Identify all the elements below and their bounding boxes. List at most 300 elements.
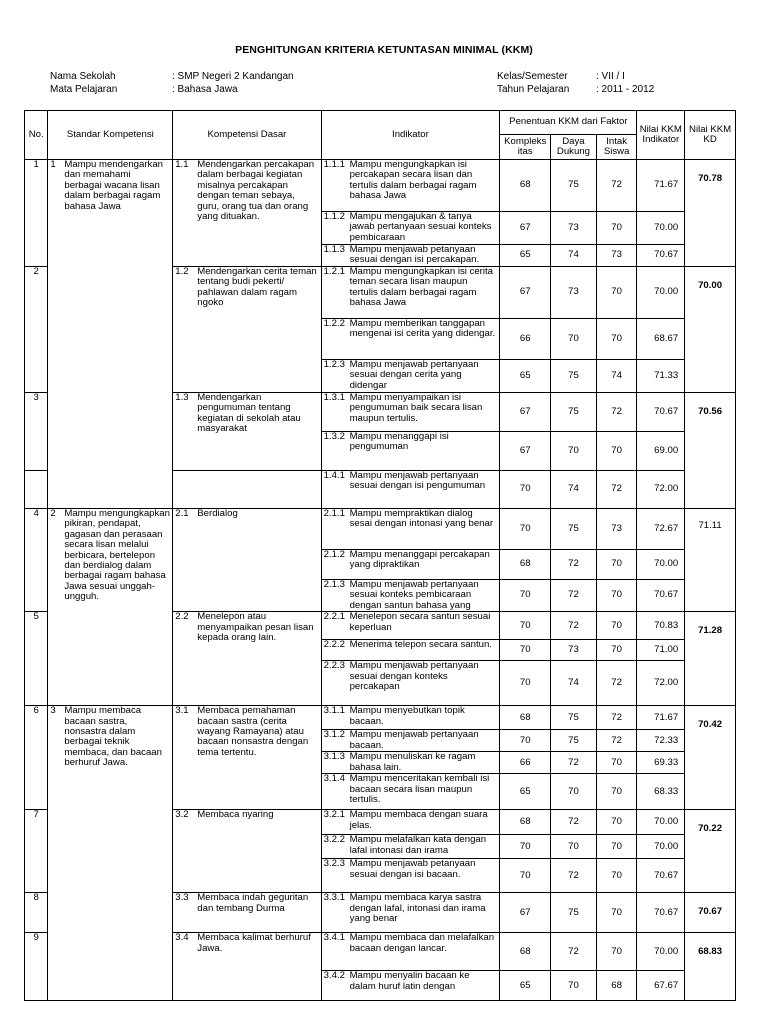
indikator-code: 2.1.1 xyxy=(323,508,345,519)
daya-dukung-value: 73 xyxy=(551,267,597,319)
indikator-code: 1.2.1 xyxy=(323,266,345,277)
intak-siswa-value: 70 xyxy=(596,752,637,774)
row-number: 8 xyxy=(33,892,39,904)
row-number: 2 xyxy=(33,266,39,277)
nilai-indikator-value: 72.33 xyxy=(637,730,685,752)
indikator-code: 1.3.2 xyxy=(323,431,345,442)
kompetensi-dasar-cell xyxy=(173,706,321,810)
kompetensi-dasar xyxy=(175,706,318,758)
indikator-text: Mampu mengajukan & tanya jawab pertanyaan sesuai konteks pembicaraan xyxy=(349,211,492,243)
intak-siswa-value: 70 xyxy=(596,933,637,971)
indikator-cell xyxy=(321,612,500,640)
nilai-indikator-value: 71.67 xyxy=(637,706,685,730)
sk-number: 3 xyxy=(50,705,56,717)
indikator-code: 2.2.3 xyxy=(323,660,345,672)
daya-dukung-value: 70 xyxy=(551,319,597,360)
kd-text: Berdialog xyxy=(197,508,238,519)
table-row xyxy=(25,706,736,730)
nilai-indikator-value: 70.00 xyxy=(637,810,685,835)
indikator-text: Mampu melafalkan kata dengan lafal intonasi dan irama xyxy=(349,834,487,856)
indikator-text: Mampu menceritakan kembali isi bacaan secara lisan maupun tertulis. xyxy=(349,773,490,806)
indikator xyxy=(324,393,498,424)
kompleksitas-value: 70 xyxy=(500,612,551,640)
daya-dukung-value: 74 xyxy=(551,471,597,509)
nilai-indikator-value: 72.00 xyxy=(637,471,685,509)
indikator-cell xyxy=(321,212,500,245)
indikator-cell xyxy=(321,661,500,706)
nilai-indikator-value: 70.00 xyxy=(637,933,685,971)
daya-dukung-value: 72 xyxy=(551,752,597,774)
indikator-cell xyxy=(321,267,500,319)
kd-number xyxy=(25,267,48,393)
kompleksitas-value: 70 xyxy=(500,509,551,550)
indikator-text: Mampu membaca dengan suara jelas. xyxy=(349,809,488,831)
sk-number: 1 xyxy=(50,159,56,170)
indikator-text: Mampu menuliskan ke ragam bahasa lain. xyxy=(349,751,476,773)
kd-text: Membaca pemahaman bacaan sastra (cerita wayang Ramayana) atau bacaan nonsastra dengan tema tertentu. xyxy=(197,705,309,758)
kompleksitas-value: 65 xyxy=(500,360,551,393)
indikator-cell xyxy=(321,360,500,393)
indikator-code: 2.2.2 xyxy=(323,639,345,651)
nilai-indikator-value: 70.00 xyxy=(637,267,685,319)
kd-code: 3.1 xyxy=(175,705,189,717)
row-number: 3 xyxy=(33,392,39,403)
indikator xyxy=(324,550,498,571)
indikator-text: Mampu menjawab pertanyaan sesuai dengan konteks percakapan xyxy=(349,660,479,693)
kompleksitas-value: 70 xyxy=(500,661,551,706)
indikator-text: Mampu menjawab pertanyaan bacaan. xyxy=(349,729,479,751)
indikator-cell xyxy=(321,319,500,360)
indikator-code: 1.1.1 xyxy=(323,159,345,170)
nilai-indikator-value: 69.00 xyxy=(637,432,685,471)
nilai-indikator-value: 70.00 xyxy=(637,212,685,245)
daya-dukung-value: 72 xyxy=(551,580,597,612)
indikator xyxy=(324,661,498,692)
indikator xyxy=(324,810,498,831)
nilai-kd-value: 71.28 xyxy=(685,612,736,706)
kd-number xyxy=(25,810,48,893)
intak-siswa-value: 72 xyxy=(596,661,637,706)
kd-text: Menelepon atau menyampaikan pesan lisan kepada orang lain. xyxy=(197,611,314,644)
standar-kompetensi xyxy=(50,509,170,603)
kompleksitas-value: 67 xyxy=(500,393,551,432)
indikator-code: 3.2.1 xyxy=(323,809,345,821)
meta-labels-right xyxy=(497,71,597,96)
intak-siswa-value: 74 xyxy=(596,360,637,393)
standar-kompetensi xyxy=(50,160,170,212)
indikator xyxy=(324,580,498,611)
kompetensi-dasar-cell xyxy=(173,393,321,471)
indikator-text: Mampu menjawab pertanyaan sesuai dengan isi pengumuman xyxy=(349,470,486,492)
kd-text: Mendengarkan cerita teman tentang budi pekerti/ pahlawan dalam ragam ngoko xyxy=(197,266,317,309)
indikator-cell xyxy=(321,752,500,774)
header-nilai-indikator: Nilai KKM Indikator xyxy=(637,111,685,160)
subject-label: Mata Pelajaran xyxy=(50,83,118,95)
indikator xyxy=(324,245,498,266)
indikator xyxy=(324,893,498,924)
indikator-code: 1.2.2 xyxy=(323,318,345,329)
daya-dukung-value: 75 xyxy=(551,730,597,752)
indikator-code: 3.4.2 xyxy=(323,970,345,982)
kd-code: 1.3 xyxy=(175,392,189,403)
empty-cell xyxy=(173,471,321,509)
indikator-text: Mampu menjawab pertanyaan sesuai dengan cerita yang didengar xyxy=(349,359,479,391)
intak-siswa-value: 70 xyxy=(596,319,637,360)
indikator-text: Mampu mengungkapkan isi cerita teman secara lisan maupun tertulis dalam berbagai ragam bahasa Jawa xyxy=(349,266,494,309)
indikator xyxy=(324,432,498,453)
indikator-cell xyxy=(321,245,500,267)
indikator-cell xyxy=(321,730,500,752)
kompetensi-dasar-cell xyxy=(173,160,321,267)
kompetensi-dasar-cell xyxy=(173,267,321,393)
class-value: : VII / I xyxy=(596,71,625,82)
indikator xyxy=(324,971,498,992)
indikator-code: 2.2.1 xyxy=(323,611,345,623)
standar-kompetensi-cell xyxy=(48,509,173,706)
indikator-code: 1.4.1 xyxy=(323,470,345,481)
table-row xyxy=(25,509,736,550)
daya-dukung-value: 72 xyxy=(551,810,597,835)
subject-value: : Bahasa Jawa xyxy=(172,83,238,95)
header-daya-dukung: Daya Dukung xyxy=(551,135,597,160)
daya-dukung-value: 74 xyxy=(551,245,597,267)
meta-values-right xyxy=(596,71,736,96)
kompleksitas-value: 70 xyxy=(500,835,551,859)
kompleksitas-value: 68 xyxy=(500,706,551,730)
kd-code: 2.1 xyxy=(175,508,189,519)
nilai-indikator-value: 71.33 xyxy=(637,360,685,393)
kompleksitas-value: 70 xyxy=(500,580,551,612)
indikator-cell xyxy=(321,774,500,810)
standar-kompetensi-cell xyxy=(48,706,173,1001)
row-number: 5 xyxy=(33,611,39,623)
kompetensi-dasar xyxy=(175,160,318,222)
daya-dukung-value: 72 xyxy=(551,859,597,893)
indikator xyxy=(324,360,498,391)
intak-siswa-value: 70 xyxy=(596,774,637,810)
daya-dukung-value: 70 xyxy=(551,971,597,1001)
nilai-indikator-value: 67.67 xyxy=(637,971,685,1001)
kd-number xyxy=(25,706,48,810)
indikator xyxy=(324,160,498,202)
kompleksitas-value: 68 xyxy=(500,550,551,580)
intak-siswa-value: 70 xyxy=(596,212,637,245)
kompleksitas-value: 68 xyxy=(500,810,551,835)
row-number: 7 xyxy=(33,809,39,821)
indikator-code: 3.3.1 xyxy=(323,892,345,904)
kd-code: 3.3 xyxy=(175,892,189,904)
kd-number xyxy=(25,160,48,267)
sk-number: 2 xyxy=(50,508,56,519)
nilai-kd-value: 70.00 xyxy=(685,267,736,393)
daya-dukung-value: 70 xyxy=(551,774,597,810)
indikator-code: 3.4.1 xyxy=(323,932,345,944)
kompetensi-dasar xyxy=(175,267,318,309)
indikator-cell xyxy=(321,160,500,212)
daya-dukung-value: 75 xyxy=(551,393,597,432)
indikator-text: Mampu mengungkapkan isi percakapan secara lisan dan tertulis dalam berbagai ragam bahasa Jawa xyxy=(349,159,477,202)
daya-dukung-value: 75 xyxy=(551,160,597,212)
intak-siswa-value: 73 xyxy=(596,509,637,550)
kompetensi-dasar-cell xyxy=(173,509,321,612)
header-kompetensi-dasar: Kompetensi Dasar xyxy=(173,111,321,160)
indikator-cell xyxy=(321,509,500,550)
kd-number xyxy=(25,612,48,706)
daya-dukung-value: 72 xyxy=(551,612,597,640)
indikator-cell xyxy=(321,471,500,509)
indikator-text: Mampu menyampaikan isi pengumuman baik secara lisan maupun tertulis. xyxy=(349,392,483,424)
intak-siswa-value: 70 xyxy=(596,859,637,893)
kd-text: Mendengarkan pengumuman tentang kegiatan di sekolah atau masyarakat xyxy=(197,392,301,435)
daya-dukung-value: 72 xyxy=(551,933,597,971)
nilai-kd-value: 71.11 xyxy=(685,509,736,612)
intak-siswa-value: 70 xyxy=(596,810,637,835)
daya-dukung-value: 70 xyxy=(551,432,597,471)
nilai-indikator-value: 70.83 xyxy=(637,612,685,640)
indikator xyxy=(324,774,498,805)
header-nilai-kd: Nilai KKM KD xyxy=(685,111,736,160)
sk-text: Mampu membaca bacaan sastra, nonsastra dalam berbagai teknik membaca, dan bacaan berhuruf Jawa. xyxy=(64,705,162,769)
kompetensi-dasar xyxy=(175,933,318,954)
meta-labels-left xyxy=(50,71,170,96)
intak-siswa-value: 72 xyxy=(596,706,637,730)
intak-siswa-value: 68 xyxy=(596,971,637,1001)
intak-siswa-value: 70 xyxy=(596,550,637,580)
intak-siswa-value: 70 xyxy=(596,835,637,859)
standar-kompetensi xyxy=(50,706,170,768)
indikator-code: 2.1.3 xyxy=(323,579,345,590)
kompetensi-dasar xyxy=(175,393,318,435)
nilai-kd-value: 70.67 xyxy=(685,893,736,933)
indikator-code: 3.1.1 xyxy=(323,705,345,717)
intak-siswa-value: 70 xyxy=(596,640,637,661)
intak-siswa-value: 72 xyxy=(596,471,637,509)
meta-values-left xyxy=(172,71,432,96)
daya-dukung-value: 72 xyxy=(551,550,597,580)
daya-dukung-value: 74 xyxy=(551,661,597,706)
kd-text: Membaca kalimat berhuruf Jawa. xyxy=(197,932,311,954)
indikator-cell xyxy=(321,706,500,730)
kompetensi-dasar-cell xyxy=(173,933,321,1001)
nilai-indikator-value: 69.33 xyxy=(637,752,685,774)
kompleksitas-value: 65 xyxy=(500,774,551,810)
indikator-text: Mampu menanggapi isi pengumuman xyxy=(349,431,449,453)
indikator-code: 1.1.3 xyxy=(323,244,345,255)
kd-code: 2.2 xyxy=(175,611,189,623)
indikator-cell xyxy=(321,971,500,1001)
kd-number xyxy=(25,393,48,471)
indikator-cell xyxy=(321,893,500,933)
nilai-indikator-value: 68.33 xyxy=(637,774,685,810)
kompleksitas-value: 70 xyxy=(500,471,551,509)
page-title: PENGHITUNGAN KRITERIA KETUNTASAN MINIMAL (KKM) xyxy=(235,44,533,56)
indikator-cell xyxy=(321,640,500,661)
nilai-indikator-value: 70.00 xyxy=(637,550,685,580)
kkm-table xyxy=(24,110,736,1001)
empty-cell xyxy=(25,471,48,509)
indikator-code: 3.1.4 xyxy=(323,773,345,785)
indikator-text: Menelepon secara santun sesuai keperluan xyxy=(349,611,491,633)
intak-siswa-value: 70 xyxy=(596,432,637,471)
daya-dukung-value: 75 xyxy=(551,706,597,730)
indikator xyxy=(324,471,498,492)
indikator-cell xyxy=(321,835,500,859)
kompleksitas-value: 65 xyxy=(500,971,551,1001)
kompleksitas-value: 70 xyxy=(500,640,551,661)
nilai-kd-value: 70.78 xyxy=(685,160,736,267)
header-no: No. xyxy=(25,111,48,160)
kompleksitas-value: 70 xyxy=(500,859,551,893)
kompetensi-dasar xyxy=(175,612,318,643)
indikator-code: 3.1.2 xyxy=(323,729,345,741)
indikator-code: 3.2.2 xyxy=(323,834,345,846)
kompleksitas-value: 70 xyxy=(500,730,551,752)
year-value: : 2011 - 2012 xyxy=(596,83,655,95)
header-intak-siswa: Intak Siswa xyxy=(596,135,637,160)
header-indikator: Indikator xyxy=(321,111,500,160)
indikator-text: Mampu menyalin bacaan ke dalam huruf latin dengan xyxy=(349,970,470,992)
indikator xyxy=(324,859,498,880)
indikator-cell xyxy=(321,933,500,971)
kd-text: Membaca indah geguritan dan tembang Durma xyxy=(197,892,309,914)
indikator-text: Mampu menjawab petanyaan sesuai dengan isi bacaan. xyxy=(349,858,476,880)
indikator-cell xyxy=(321,810,500,835)
kompleksitas-value: 66 xyxy=(500,319,551,360)
nilai-kd-value: 70.42 xyxy=(685,706,736,810)
sk-text: Mampu mengungkapkan pikiran, pendapat, gagasan dan perasaan secara lisan melalui berbicara, bertelepon dan berdialog dalam berbagai ragam bahasa Jawa sesuai unggah-ungguh. xyxy=(64,508,170,603)
kompleksitas-value: 66 xyxy=(500,752,551,774)
indikator-cell xyxy=(321,432,500,471)
indikator-text: Mampu menjawab pertanyaan sesuai konteks pembicaraan dengan santun bahasa yang xyxy=(349,579,479,611)
kkm-table-body xyxy=(25,160,736,1001)
kompleksitas-value: 65 xyxy=(500,245,551,267)
nilai-indikator-value: 70.67 xyxy=(637,245,685,267)
indikator xyxy=(324,706,498,727)
row-number: 4 xyxy=(33,508,39,519)
kompetensi-dasar-cell xyxy=(173,612,321,706)
sk-text: Mampu mendengarkan dan memahami berbagai wacana lisan dalam berbagai ragam bahasa Jawa xyxy=(64,159,164,212)
table-row xyxy=(25,160,736,212)
indikator xyxy=(324,509,498,530)
indikator-cell xyxy=(321,393,500,432)
intak-siswa-value: 72 xyxy=(596,160,637,212)
kompleksitas-value: 67 xyxy=(500,267,551,319)
kd-number xyxy=(25,509,48,612)
kd-text: Membaca nyaring xyxy=(197,809,274,821)
school-label: Nama Sekolah xyxy=(50,71,116,82)
nilai-indikator-value: 70.67 xyxy=(637,859,685,893)
nilai-indikator-value: 70.00 xyxy=(637,835,685,859)
nilai-kd-value: 70.56 xyxy=(685,393,736,509)
school-value: : SMP Negeri 2 Kandangan xyxy=(172,71,294,82)
indikator-text: Mampu membaca karya sastra dengan lafal, intonasi dan irama yang benar xyxy=(349,892,486,925)
kompetensi-dasar xyxy=(175,810,318,820)
daya-dukung-value: 73 xyxy=(551,640,597,661)
indikator-text: Mampu menyebutkan topik bacaan. xyxy=(349,705,465,727)
indikator-text: Mampu membaca dan melafalkan bacaan dengan lancar. xyxy=(349,932,495,954)
nilai-indikator-value: 70.67 xyxy=(637,893,685,933)
indikator-text: Mampu mempraktikan dialog sesai dengan intonasi yang benar xyxy=(349,508,494,530)
nilai-indikator-value: 71.00 xyxy=(637,640,685,661)
kompleksitas-value: 68 xyxy=(500,933,551,971)
nilai-kd-value: 70.22 xyxy=(685,810,736,893)
year-label: Tahun Pelajaran xyxy=(497,83,570,95)
indikator xyxy=(324,835,498,856)
kompetensi-dasar xyxy=(175,509,318,519)
kd-number xyxy=(25,893,48,933)
row-number: 9 xyxy=(33,932,39,944)
kd-code: 1.2 xyxy=(175,266,189,277)
intak-siswa-value: 70 xyxy=(596,580,637,612)
indikator xyxy=(324,612,498,633)
kompleksitas-value: 67 xyxy=(500,432,551,471)
intak-siswa-value: 70 xyxy=(596,267,637,319)
nilai-indikator-value: 70.67 xyxy=(637,580,685,612)
indikator-code: 2.1.2 xyxy=(323,549,345,560)
daya-dukung-value: 75 xyxy=(551,509,597,550)
intak-siswa-value: 70 xyxy=(596,612,637,640)
kompleksitas-value: 67 xyxy=(500,212,551,245)
standar-kompetensi-cell xyxy=(48,160,173,509)
class-label: Kelas/Semester xyxy=(497,71,568,82)
indikator xyxy=(324,640,498,650)
row-number: 6 xyxy=(33,705,39,717)
intak-siswa-value: 73 xyxy=(596,245,637,267)
intak-siswa-value: 72 xyxy=(596,393,637,432)
indikator xyxy=(324,730,498,751)
nilai-kd-value: 68.83 xyxy=(685,933,736,1001)
daya-dukung-value: 73 xyxy=(551,212,597,245)
intak-siswa-value: 72 xyxy=(596,730,637,752)
daya-dukung-value: 70 xyxy=(551,835,597,859)
kd-code: 3.4 xyxy=(175,932,189,944)
kompleksitas-value: 68 xyxy=(500,160,551,212)
nilai-indikator-value: 71.67 xyxy=(637,160,685,212)
indikator xyxy=(324,212,498,243)
header-penentuan-faktor: Penentuan KKM dari Faktor xyxy=(500,111,637,135)
indikator-code: 3.1.3 xyxy=(323,751,345,763)
indikator xyxy=(324,319,498,340)
kd-code: 3.2 xyxy=(175,809,189,821)
kompleksitas-value: 67 xyxy=(500,893,551,933)
indikator-code: 1.1.2 xyxy=(323,211,345,222)
header-standar-kompetensi: Standar Kompetensi xyxy=(48,111,173,160)
indikator-text: Mampu memberikan tanggapan mengenai isi cerita yang didengar. xyxy=(349,318,496,340)
nilai-indikator-value: 68.67 xyxy=(637,319,685,360)
indikator-code: 1.2.3 xyxy=(323,359,345,370)
kompetensi-dasar-cell xyxy=(173,810,321,893)
kd-text: Mendengarkan percakapan dalam berbagai kegiatan misalnya percakapan dengan teman sebaya, guru, orang tua dan orang yang dituakan. xyxy=(197,159,315,223)
intak-siswa-value: 70 xyxy=(596,893,637,933)
daya-dukung-value: 75 xyxy=(551,893,597,933)
indikator-code: 1.3.1 xyxy=(323,392,345,403)
indikator xyxy=(324,933,498,954)
indikator-text: Mampu menanggapi percakapan yang dipraktikan xyxy=(349,549,490,571)
indikator-text: Menerima telepon secara santun. xyxy=(349,639,492,651)
nilai-indikator-value: 70.67 xyxy=(637,393,685,432)
indikator-cell xyxy=(321,580,500,612)
nilai-indikator-value: 72.67 xyxy=(637,509,685,550)
indikator-cell xyxy=(321,550,500,580)
kd-code: 1.1 xyxy=(175,159,189,170)
nilai-indikator-value: 72.00 xyxy=(637,661,685,706)
indikator-text: Mampu menjawab petanyaan sesuai dengan isi percakapan. xyxy=(349,244,480,266)
row-number: 1 xyxy=(33,159,39,170)
indikator xyxy=(324,267,498,309)
kompetensi-dasar xyxy=(175,893,318,914)
indikator-cell xyxy=(321,859,500,893)
header-kompleksitas: Kompleks itas xyxy=(500,135,551,160)
